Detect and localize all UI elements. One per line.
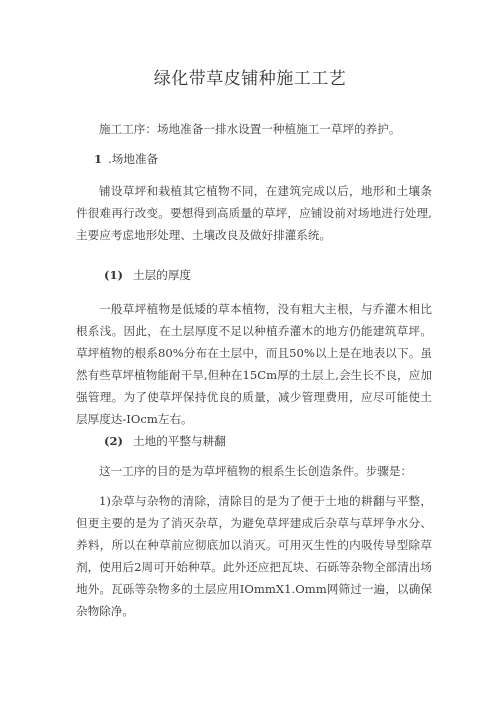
subsection-2-title: 土地的平整与耕翻 bbox=[133, 434, 226, 448]
subsection-1-heading bbox=[104, 264, 191, 286]
subsection-2-heading bbox=[104, 430, 226, 452]
subsection-1-number: (1) bbox=[104, 268, 124, 282]
section-1-title: .场地准备 bbox=[108, 152, 159, 166]
subsection-2-intro: 这一工序的目的是为草坪植物的根系生长创造条件。步骤是： bbox=[99, 464, 413, 478]
intro-text: 施工工序：场地准备一排水设置一种植施工一草坪的养护。 bbox=[99, 122, 401, 136]
section-1-number: 1 bbox=[94, 152, 103, 166]
subsection-2-number: (2) bbox=[104, 434, 124, 448]
subsection-1-paragraph: 一般草坪植物是低矮的草本植物，没有粗大主根，与乔灌木相比根系浅。因此，在土层厚度不足以种植乔灌木的地方仍能建筑草坪。草坪植物的根系80%分布在土层中，而且50%以上是在地表以下。虽然有些草坪植物能耐干旱,但种在15Cm厚的土层上,会生长不良，应加强管理。为了使草坪保持优良的质量，减少管理费用，应尽可能使土层厚度达-IOcm左右。 bbox=[76, 302, 432, 426]
subsection-2-paragraph: 1)杂草与杂物的清除，清除目的是为了便于土地的耕翻与平整，但更主要的是为了消灭杂草，为避免草坪建成后杂草与草坪争水分、养料，所以在种草前应彻底加以消灭。可用灭生性的内吸传导型除草剂，使用后2周可开始种草。此外还应把瓦块、石砾等杂物全部清出场地外。瓦砾等杂物多的土层应用IOmmX1.Omm网筛过一遍，以确保杂物除净。 bbox=[76, 494, 432, 618]
intro-paragraph bbox=[76, 118, 432, 140]
subsection-1-title: 土层的厚度 bbox=[133, 268, 192, 282]
section-1-heading bbox=[94, 148, 158, 170]
section-1-paragraph: 铺设草坪和栽植其它植物不同，在建筑完成以后，地形和土壤条件很难再行改变。要想得到高质量的草坪，应铺设前对场地进行处理,主要应考虑地形处理、土壤改良及做好排灌系统。 bbox=[76, 184, 432, 242]
document-title: 绿化带草皮铺种施工工艺 bbox=[153, 69, 347, 89]
